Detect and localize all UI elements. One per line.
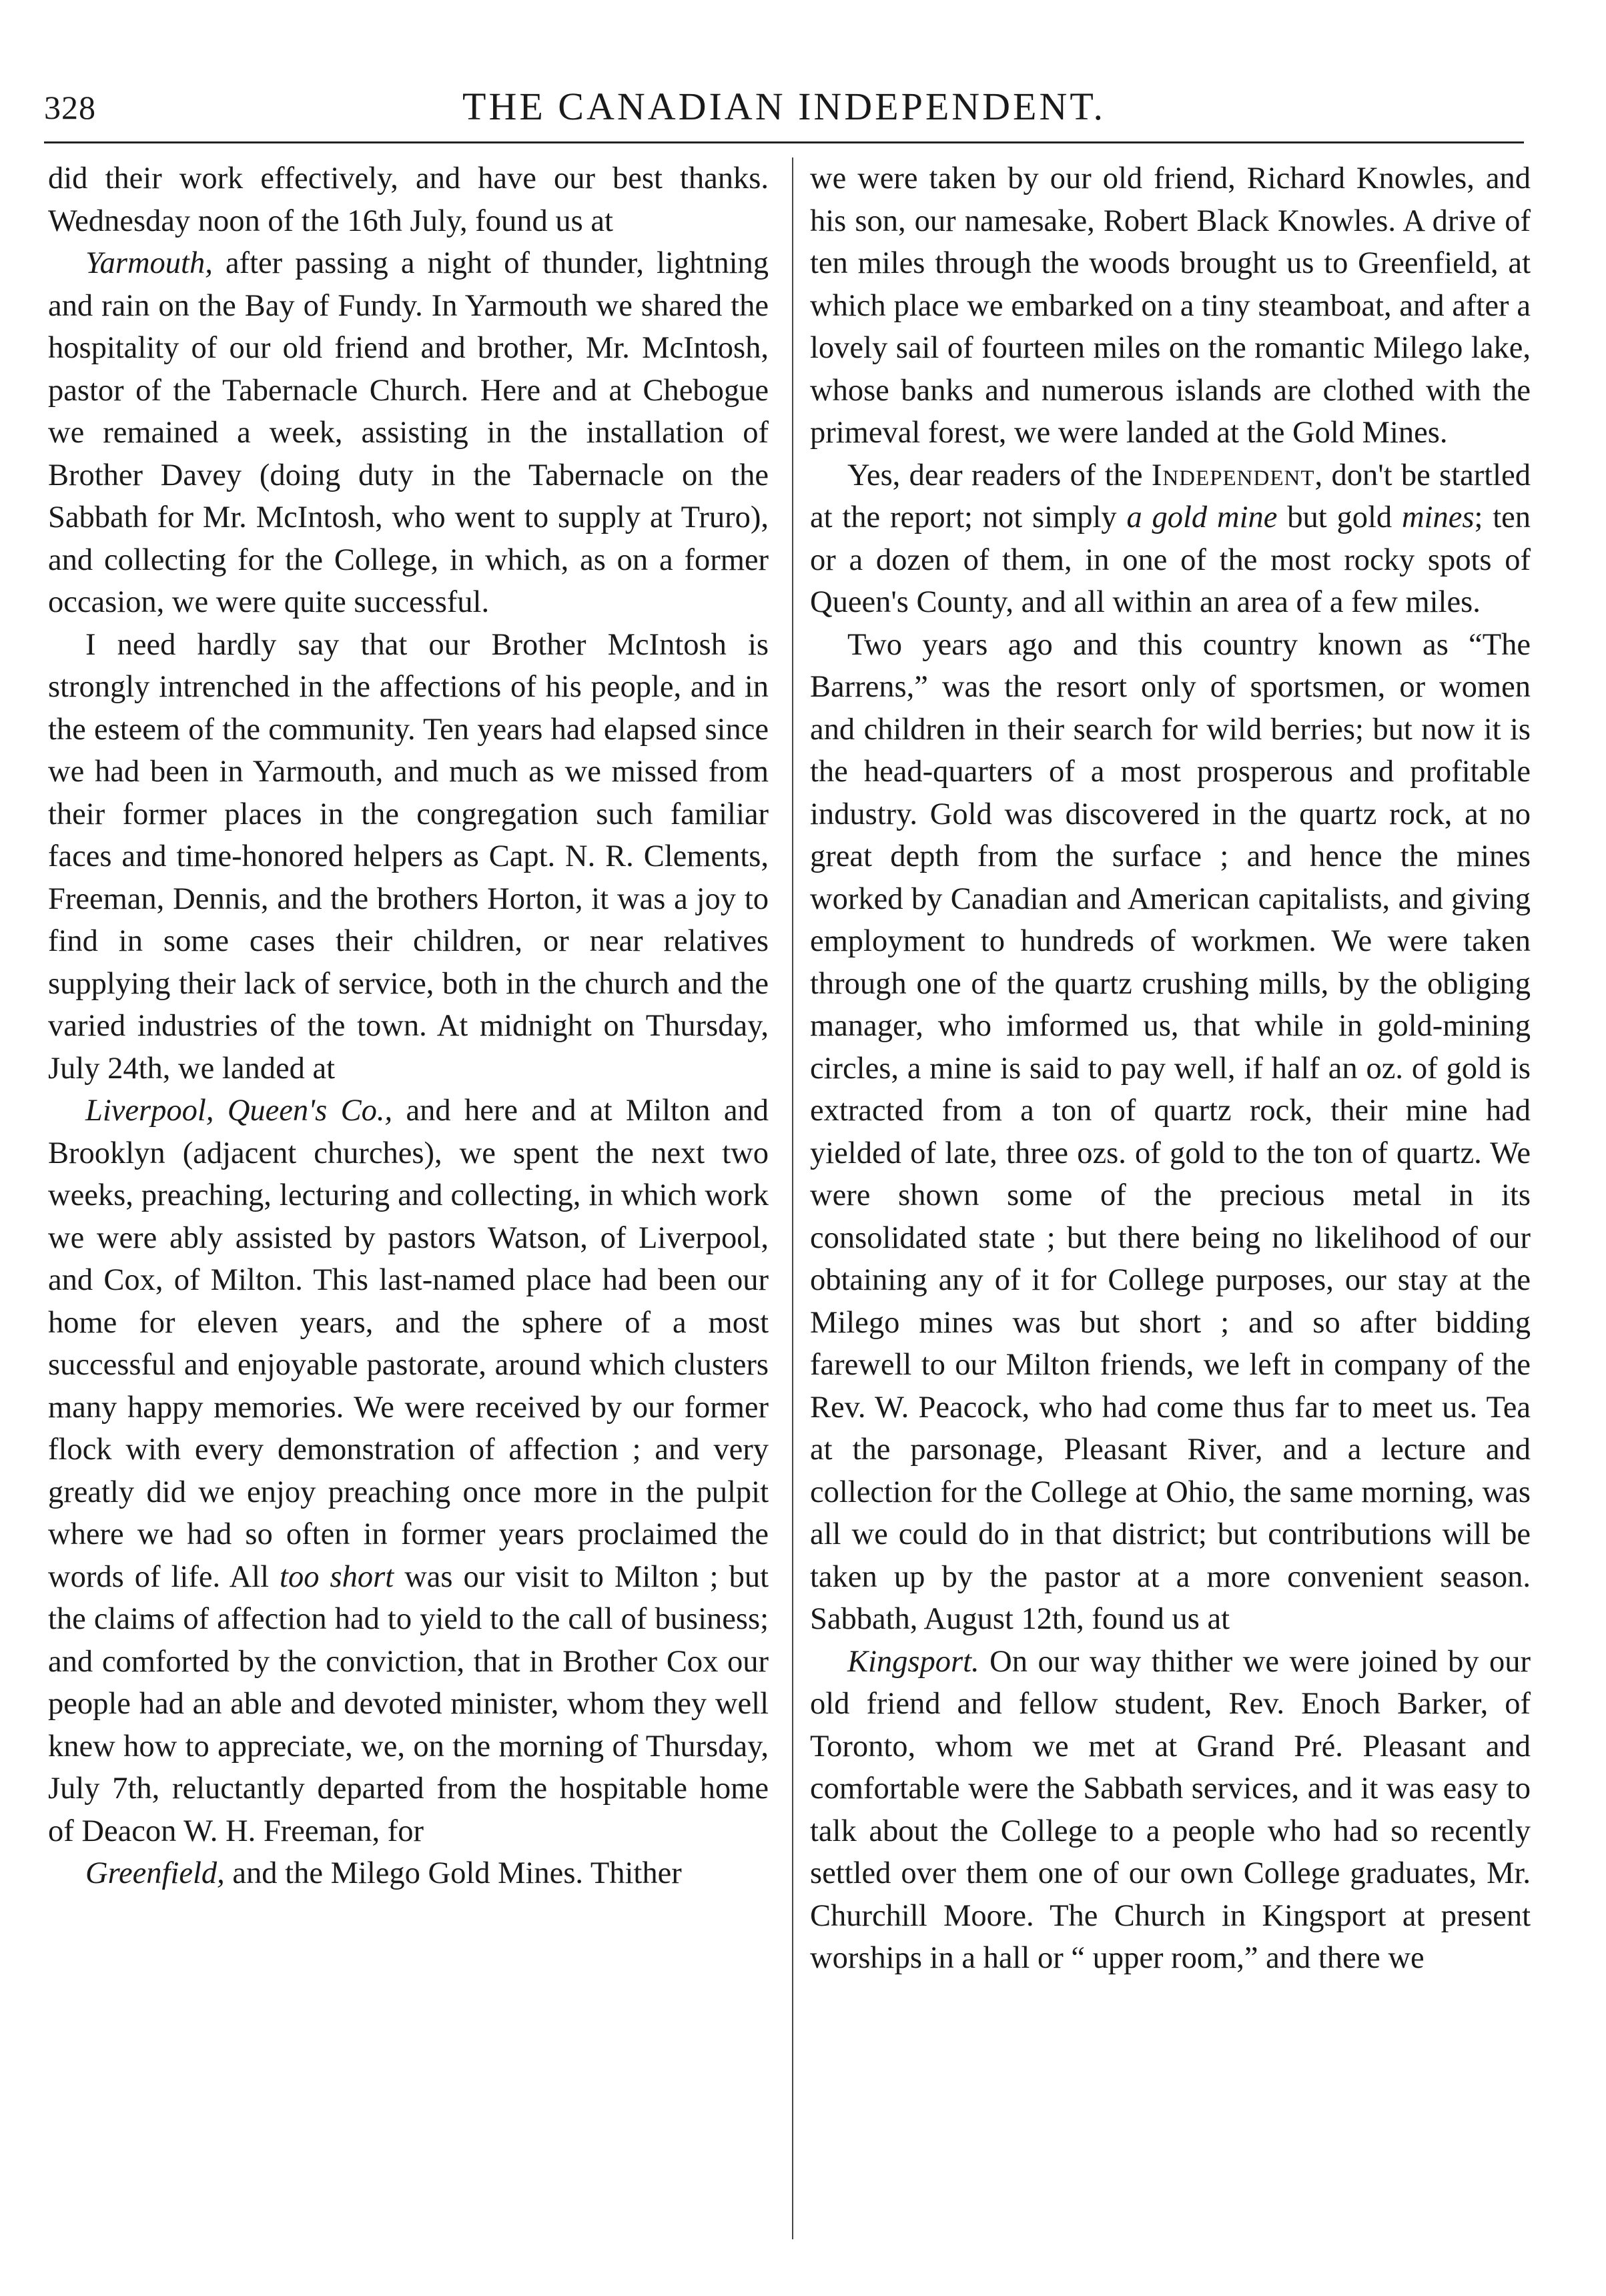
emphasis: mines xyxy=(1401,500,1475,534)
paragraph: Kingsport. On our way thither we were joined by our old friend and fellow student, Rev. Enoch Barker, of Toronto, whom we met at Grand Pré. Pleasant and comfortable were the Sabbath services, and it was easy to talk about the College to a people who had so recently settled over them one of our own College graduates, Mr. Churchill Moore. The Church in Kingsport at present worships in a hall or “ upper room,” and there we xyxy=(810,1644,1531,1975)
paragraph: Greenfield, and the Milego Gold Mines. Thither xyxy=(85,1856,682,1890)
journal-name: Independent xyxy=(1151,458,1315,492)
page-number: 328 xyxy=(44,89,96,126)
page-header xyxy=(44,79,1524,145)
paragraph: Two years ago and this country known as “The Barrens,” was the resort only of sportsmen, or women and children in their search for wild berries; but now it is the head-quarters of a most prosperous and profitable industry. Gold was discovered in the quartz rock, at no great depth from the surface ; and hence the mines worked by Canadian and American capitalists, and giving employment to hundreds of workmen. We were taken through one of the quartz crushing mills, by the obliging manager, who imformed us, that while in gold-mining circles, a mine is said to pay well, if half an oz. of gold is extracted from a ton of quartz rock, their mine had yielded of late, three ozs. of gold to the ton of quartz. We were shown some of the precious metal in its consolidated state ; but there being no likelihood of our obtaining any of it for College purposes, our stay at the Milego mines was but short ; and so after bidding farewell to our Milton friends, we left in company of the Rev. W. Peacock, who had come thus far to meet us. Tea at the parsonage, Pleasant River, and a lecture and collection for the College at Ohio, the same morning, was all we could do in that district; but contributions will be taken up by the pastor at a more convenient season. Sabbath, August 12th, found us at xyxy=(810,627,1531,1636)
paragraph: I need hardly say that our Brother McIntosh is strongly intrenched in the affections of his people, and in the esteem of the community. Ten years had elapsed since we had been in Yarmouth, and much as we missed from their former places in the congregation such familiar faces and time-honored helpers as Capt. N. R. Clements, Freeman, Dennis, and the brothers Horton, it was a joy to find in some cases their children, or near relatives supplying their lack of service, both in the church and the varied industries of the town. At midnight on Thursday, July 24th, we landed at xyxy=(48,627,769,1086)
journal-title: THE CANADIAN INDEPENDENT. xyxy=(462,85,1106,128)
place-name: Greenfield, xyxy=(85,1856,225,1890)
paragraph: we were taken by our old friend, Richard Knowles, and his son, our namesake, Robert Black Knowles. A drive of ten miles through the woods brought us to Greenfield, at which place we embarked on a tiny steamboat, and after a lovely sail of fourteen miles on the romantic Milego lake, whose banks and numerous islands are clothed with the primeval forest, we were landed at the Gold Mines. xyxy=(810,161,1531,450)
place-name: Yarmouth, xyxy=(85,246,213,280)
paragraph: Liverpool, Queen's Co., and here and at Milton and Brooklyn (adjacent churches), we spent the next two weeks, preaching, lecturing and collecting, in which work we were ably assisted by pastors Watson, of Liverpool, and Cox, of Milton. This last-named place had been our home for eleven years, and the sphere of a most successful and enjoyable pastorate, around which clusters many happy memories. We were received by our former flock with every demonstration of affection ; and very greatly did we enjoy preaching once more in the pulpit where we had so often in former years proclaimed the words of life. All too short was our visit to Milton ; but the claims of affection had to yield to the call of business; and comforted by the conviction, that in Brother Cox our people had an able and devoted minister, whom they well knew how to appreciate, we, on the morning of Thursday, July 7th, reluctantly departed from the hospitable home of Deacon W. H. Freeman, for xyxy=(48,1094,769,1848)
place-name: Liverpool, Queen's Co., xyxy=(85,1094,393,1128)
emphasis: a gold mine xyxy=(1126,500,1278,534)
paragraph: Yarmouth, after passing a night of thunder, lightning and rain on the Bay of Fundy. In Yarmouth we shared the hospitality of our old friend and brother, Mr. McIntosh, pastor of the Tabernacle Church. Here and at Chebogue we remained a week, assisting in the installation of Brother Davey (doing duty in the Tabernacle on the Sabbath for Mr. McIntosh, who went to supply at Truro), and collecting for the College, in which, as on a former occasion, we were quite successful. xyxy=(48,246,769,619)
paragraph: did their work effectively, and have our best thanks. Wednesday noon of the 16th July, found us at xyxy=(48,161,769,238)
right-column xyxy=(810,157,1531,2246)
place-name: Kingsport. xyxy=(847,1644,979,1679)
column-divider xyxy=(792,157,793,2239)
left-column xyxy=(48,157,769,2246)
emphasis: too short xyxy=(280,1559,394,1594)
paragraph: Yes, dear readers of the Independent, don't be startled at the report; not simply a gold mine but gold mines; ten or a dozen of them, in one of the most rocky spots of Queen's County, and all within an area of a few miles. xyxy=(810,458,1531,619)
header-rule xyxy=(44,141,1524,143)
